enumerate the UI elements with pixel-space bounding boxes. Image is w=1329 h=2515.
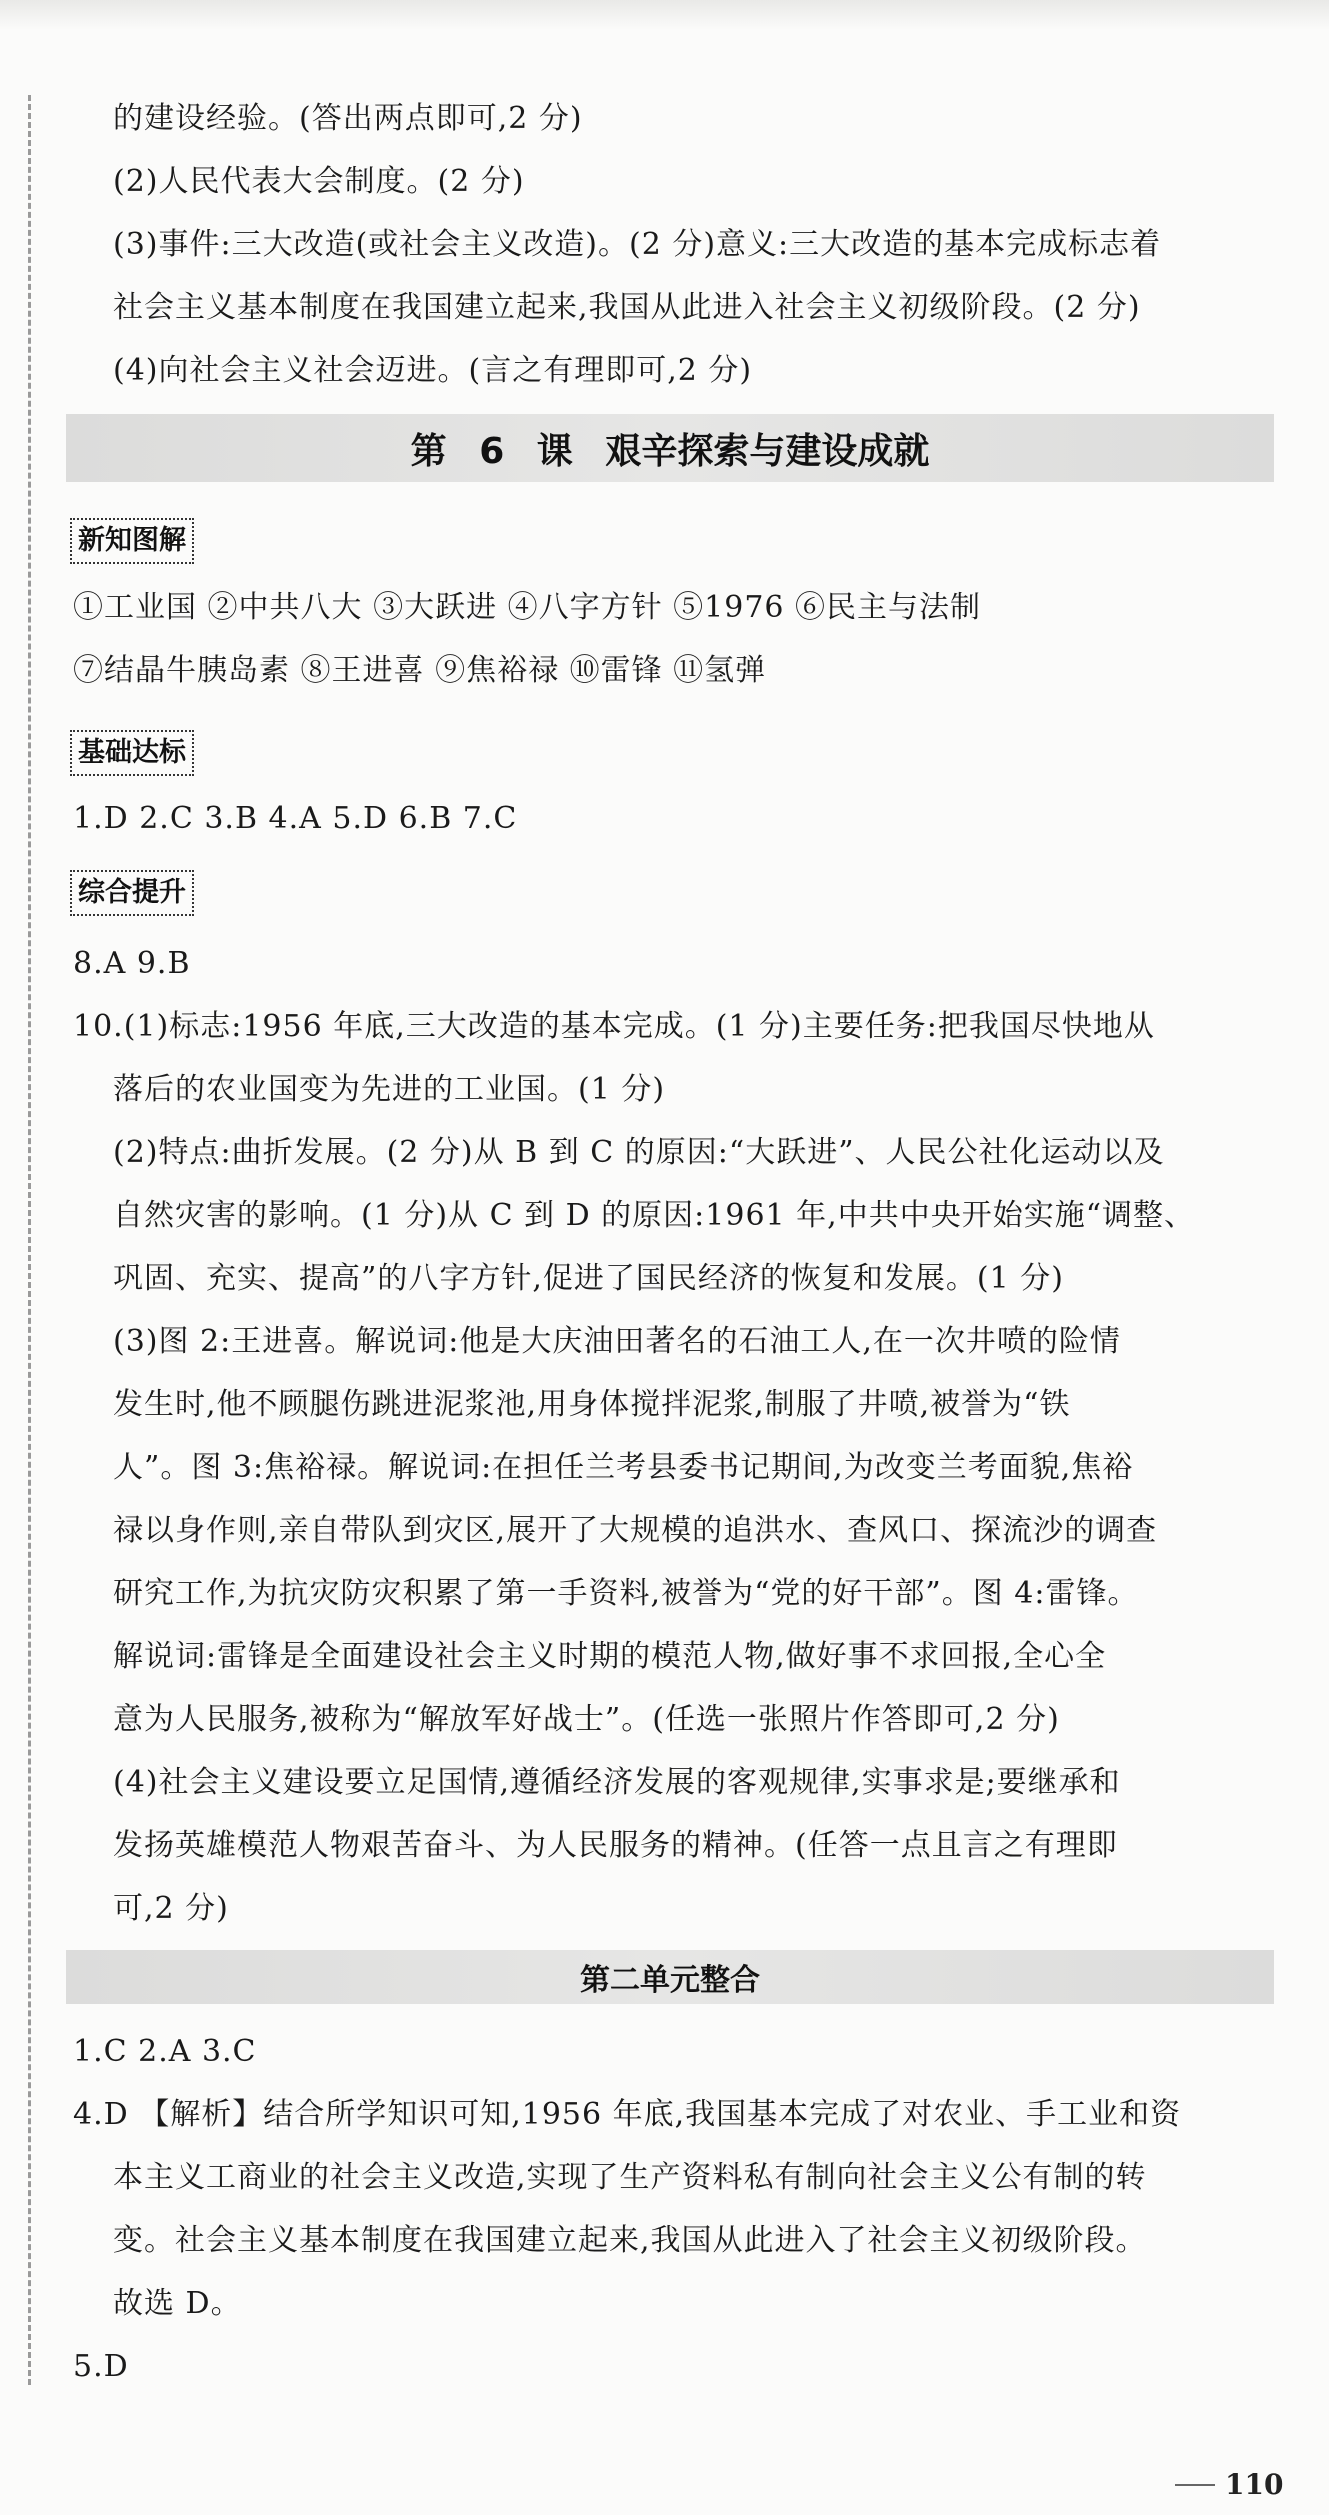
answer-line: 5.D bbox=[73, 2349, 129, 2384]
text-line: 解说词:雷锋是全面建设社会主义时期的模范人物,做好事不求回报,全心全 bbox=[113, 1639, 1107, 1674]
section-tag-basics: 基础达标 bbox=[70, 730, 194, 776]
text-line: (3)事件:三大改造(或社会主义改造)。(2 分)意义:三大改造的基本完成标志着 bbox=[113, 227, 1162, 262]
text-line: 自然灾害的影响。(1 分)从 C 到 D 的原因:1961 年,中共中央开始实施“调整、 bbox=[113, 1198, 1196, 1233]
text-line: 发生时,他不顾腿伤跳进泥浆池,用身体搅拌泥浆,制服了井喷,被誉为“铁 bbox=[113, 1387, 1071, 1422]
text-line: 禄以身作则,亲自带队到灾区,展开了大规模的追洪水、查风口、探流沙的调查 bbox=[113, 1513, 1158, 1548]
page-number: 110 bbox=[1225, 2468, 1284, 2501]
text-line: 10.(1)标志:1956 年底,三大改造的基本完成。(1 分)主要任务:把我国尽快地从 bbox=[73, 1009, 1155, 1044]
unit-title-banner bbox=[66, 1950, 1274, 2004]
page-top-shadow bbox=[0, 0, 1329, 30]
text-line: 的建设经验。(答出两点即可,2 分) bbox=[113, 101, 583, 136]
text-line: 巩固、充实、提高”的八字方针,促进了国民经济的恢复和发展。(1 分) bbox=[113, 1261, 1064, 1296]
text-line: 人”。图 3:焦裕禄。解说词:在担任兰考县委书记期间,为改变兰考面貌,焦裕 bbox=[113, 1450, 1134, 1485]
text-line: (4)向社会主义社会迈进。(言之有理即可,2 分) bbox=[113, 353, 753, 388]
binding-dashed-rule bbox=[28, 95, 31, 2385]
text-line: 4.D 【解析】结合所学知识可知,1956 年底,我国基本完成了对农业、手工业和资 bbox=[73, 2097, 1182, 2132]
text-line: ⑦结晶牛胰岛素 ⑧王进喜 ⑨焦裕禄 ⑩雷锋 ⑪氢弹 bbox=[73, 653, 767, 688]
text-line: (2)人民代表大会制度。(2 分) bbox=[113, 164, 525, 199]
text-line: ①工业国 ②中共八大 ③大跃进 ④八字方针 ⑤1976 ⑥民主与法制 bbox=[73, 590, 982, 625]
text-line: (2)特点:曲折发展。(2 分)从 B 到 C 的原因:“大跃进”、人民公社化运动以及 bbox=[113, 1135, 1165, 1170]
text-line: 可,2 分) bbox=[113, 1891, 229, 1926]
text-line: 意为人民服务,被称为“解放军好战士”。(任选一张照片作答即可,2 分) bbox=[113, 1702, 1060, 1737]
lesson-title-banner bbox=[66, 414, 1274, 482]
text-line: 研究工作,为抗灾防灾积累了第一手资料,被誉为“党的好干部”。图 4:雷锋。 bbox=[113, 1576, 1139, 1611]
section-tag-comprehensive: 综合提升 bbox=[70, 870, 194, 916]
lesson-title: 第 6 课 艰辛探索与建设成就 bbox=[410, 430, 930, 472]
unit-title: 第二单元整合 bbox=[580, 1963, 760, 1998]
answer-line: 1.D 2.C 3.B 4.A 5.D 6.B 7.C bbox=[73, 801, 518, 836]
text-line: 社会主义基本制度在我国建立起来,我国从此进入社会主义初级阶段。(2 分) bbox=[113, 290, 1141, 325]
text-line: 落后的农业国变为先进的工业国。(1 分) bbox=[113, 1072, 666, 1107]
section-tag-new-knowledge: 新知图解 bbox=[70, 518, 194, 564]
text-line: 故选 D。 bbox=[113, 2286, 242, 2321]
text-line: (4)社会主义建设要立足国情,遵循经济发展的客观规律,实事求是;要继承和 bbox=[113, 1765, 1121, 1800]
text-line: 发扬英雄模范人物艰苦奋斗、为人民服务的精神。(任答一点且言之有理即 bbox=[113, 1828, 1118, 1863]
text-line: (3)图 2:王进喜。解说词:他是大庆油田著名的石油工人,在一次井喷的险情 bbox=[113, 1324, 1121, 1359]
page-number-dash bbox=[1175, 2484, 1215, 2486]
answer-line: 1.C 2.A 3.C bbox=[73, 2034, 257, 2069]
text-line: 变。社会主义基本制度在我国建立起来,我国从此进入了社会主义初级阶段。 bbox=[113, 2223, 1147, 2258]
text-line: 本主义工商业的社会主义改造,实现了生产资料私有制向社会主义公有制的转 bbox=[113, 2160, 1147, 2195]
answer-line: 8.A 9.B bbox=[73, 946, 191, 981]
